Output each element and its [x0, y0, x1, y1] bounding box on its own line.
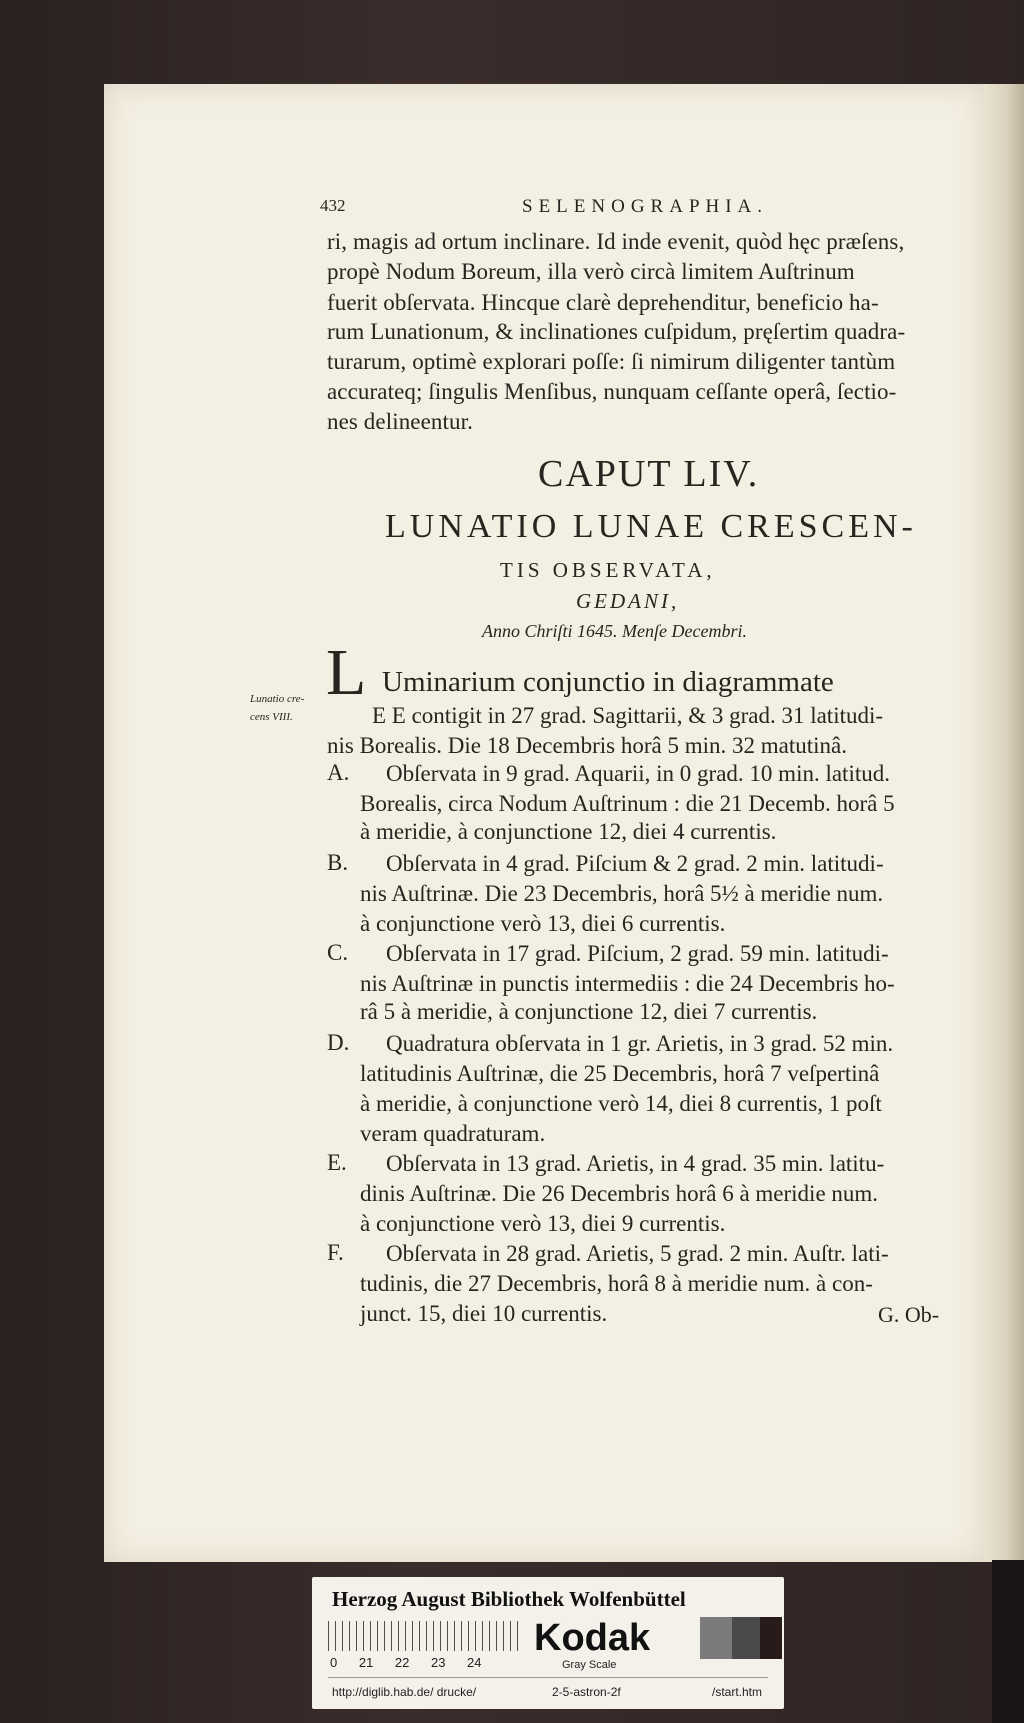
chapter-title-line-2: TIS OBSERVATA, [500, 558, 716, 582]
ruler-numbers: 0 21 22 23 24 [330, 1655, 482, 1670]
opening-line: Uminarium conjunctio in diagrammate [382, 666, 834, 698]
divider [328, 1677, 768, 1678]
entry-line: nis Auſtrinæ in punctis intermediis : die 24 Decembris ho- [360, 971, 895, 996]
entry-line: Borealis, circa Nodum Auſtrinum : die 21 Decemb. horâ 5 [360, 791, 895, 816]
catchword: G. Ob- [878, 1302, 940, 1327]
library-name: Herzog August Bibliothek Wolfenbüttel [332, 1587, 686, 1611]
entry-line: Obſervata in 17 grad. Piſcium, 2 grad. 59 min. latitudi- [386, 941, 889, 966]
entry-line: Obſervata in 28 grad. Arietis, 5 grad. 2 min. Auſtr. lati- [386, 1241, 889, 1266]
entry-line: à conjunctione verò 13, diei 6 currentis. [360, 911, 726, 936]
entry-line: Obſervata in 9 grad. Aquarii, in 0 grad. 10 min. latitud. [386, 761, 890, 786]
text-line: fuerit obſervata. Hincque clarè deprehenditur, beneficio ha- [327, 290, 879, 315]
chapter-place: GEDANI, [576, 589, 680, 613]
text-line: turarum, optimè explorari poſſe: ſi nimirum diligenter tantùm [327, 349, 896, 374]
chapter-date: Anno Chriſti 1645. Menſe Decembri. [482, 621, 747, 641]
entry-line: Obſervata in 13 grad. Arietis, in 4 grad. 35 min. latitu- [386, 1151, 885, 1176]
entry-line: Obſervata in 4 grad. Piſcium & 2 grad. 2 min. latitudi- [386, 851, 884, 876]
entry-line: latitudinis Auſtrinæ, die 25 Decembris, horâ 7 veſpertinâ [360, 1061, 880, 1086]
kodak-logo: Kodak [534, 1617, 651, 1659]
chapter-title-line-1: LUNATIO LUNAE CRESCEN- [385, 508, 917, 545]
gray-swatch [700, 1617, 732, 1659]
url-part: http://diglib.hab.de/ drucke/ [332, 1685, 477, 1699]
entry-label: F. [327, 1240, 344, 1265]
text-line: ri, magis ad ortum inclinare. Id inde evenit, quòd hęc præſens, [327, 229, 905, 254]
entry-line: à conjunctione verò 13, diei 9 currentis. [360, 1211, 726, 1236]
text-line: nis Borealis. Die 18 Decembris horâ 5 min. 32 matutinâ. [327, 733, 847, 758]
color-target-card [312, 1577, 784, 1709]
text-line: E E contigit in 27 grad. Sagittarii, & 3 grad. 31 latitudi- [372, 703, 884, 728]
entry-line: junct. 15, diei 10 currentis. [360, 1301, 608, 1326]
entry-line: veram quadraturam. [360, 1121, 546, 1146]
entry-line: à meridie, à conjunctione verò 14, diei 8 currentis, 1 poſt [360, 1091, 882, 1116]
entry-line: Quadratura obſervata in 1 gr. Arietis, in 3 grad. 52 min. [386, 1031, 894, 1056]
entry-line: à meridie, à conjunctione 12, diei 4 currentis. [360, 819, 777, 844]
binding-shadow [992, 1560, 1024, 1723]
drop-cap: L [326, 636, 367, 709]
entry-line: dinis Auſtrinæ. Die 26 Decembris horâ 6 à meridie num. [360, 1181, 879, 1206]
gray-swatch [760, 1617, 782, 1659]
entry-label: D. [327, 1030, 350, 1055]
text-line: rum Lunationum, & inclinationes cuſpidum, pręſertim quadra- [327, 319, 906, 344]
running-head [320, 196, 800, 222]
text-line: accurateq; ſingulis Menſibus, nunquam ceſſante operâ, ſectio- [327, 379, 897, 404]
text-line: propè Nodum Boreum, illa verò circà limitem Auſtrinum [327, 259, 855, 284]
url-part: /start.htm [712, 1685, 763, 1699]
margin-note [250, 690, 320, 726]
running-title: SELENOGRAPHIA. [522, 196, 769, 217]
gray-scale-label: Gray Scale [562, 1659, 617, 1671]
scale-ruler [328, 1621, 518, 1651]
page-number: 432 [320, 196, 346, 215]
url-part: 2-5-astron-2f [552, 1685, 621, 1699]
text-line: nes delineentur. [327, 409, 473, 434]
entry-label: A. [327, 760, 350, 785]
margin-note-line: Lunatio cre- [250, 693, 305, 705]
entry-line: râ 5 à meridie, à conjunctione 12, diei 7 currentis. [360, 999, 818, 1024]
entry-line: tudinis, die 27 Decembris, horâ 8 à meridie num. à con- [360, 1271, 873, 1296]
entry-label: C. [327, 940, 349, 965]
facing-page-edge [984, 84, 1024, 1562]
margin-note-line: cens VIII. [250, 711, 293, 723]
entry-line: nis Auſtrinæ. Die 23 Decembris, horâ 5½ à meridie num. [360, 881, 884, 906]
chapter-number: CAPUT LIV. [538, 453, 760, 495]
entry-label: B. [327, 850, 349, 875]
entry-label: E. [327, 1150, 347, 1175]
